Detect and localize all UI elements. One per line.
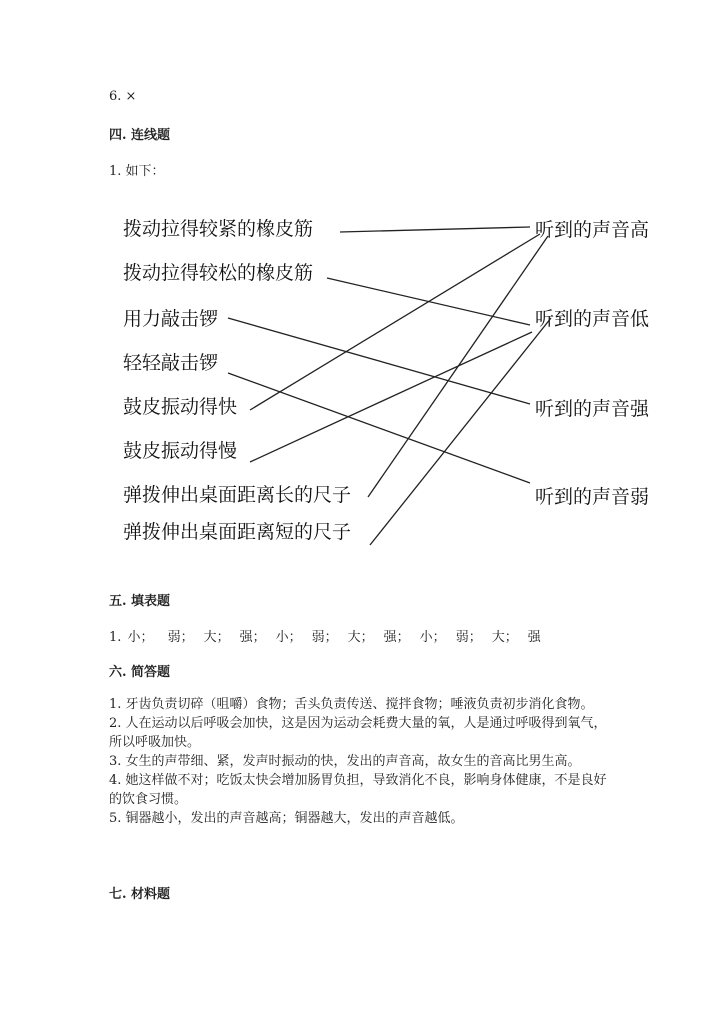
right-item: 听到的声音低	[535, 308, 650, 330]
section-4-q1: 1. 如下：	[109, 164, 165, 179]
left-item: 轻轻敲击锣	[123, 352, 219, 374]
section-6-answers	[109, 695, 609, 828]
connection-line	[340, 227, 530, 232]
section-4-title: 四. 连线题	[109, 128, 171, 143]
fill-answer: 小；	[127, 630, 154, 645]
fill-answer: 弱；	[455, 630, 482, 645]
right-item: 听到的声音弱	[535, 486, 650, 508]
fill-answer: 大；	[347, 630, 374, 645]
fill-answer: 大；	[203, 630, 230, 645]
answer-item: 5. 铜器越小，发出的声音越高；铜器越大，发出的声音越低。	[109, 811, 464, 826]
answer-item: 1. 牙齿负责切碎（咀嚼）食物；舌头负责传送、搅拌食物；唾液负责初步消化食物。	[109, 697, 594, 712]
section-6-title: 六. 简答题	[109, 665, 171, 680]
answer-item: 4. 她这样做不对；吃饭太快会增加肠胃负担，导致消化不良，影响身体健康，不是良好的饮食习惯。	[109, 773, 607, 807]
connection-line	[370, 318, 551, 545]
fill-answer: 强	[527, 630, 541, 645]
section-7-title: 七. 材料题	[109, 887, 171, 902]
fill-answer: 大；	[491, 630, 518, 645]
left-item: 拨动拉得较紧的橡皮筋	[123, 218, 314, 240]
left-item: 弹拨伸出桌面距离短的尺子	[123, 521, 352, 543]
fill-answer: 强；	[239, 630, 266, 645]
right-item: 听到的声音强	[535, 398, 650, 420]
fill-answer: 弱；	[311, 630, 338, 645]
section-5-answers	[109, 626, 541, 645]
left-item: 用力敲击锣	[123, 308, 219, 330]
answer-item: 2. 人在运动以后呼吸会加快，这是因为运动会耗费大量的氧，人是通过呼吸得到氧气，所以呼吸加快。	[109, 716, 607, 750]
left-item: 拨动拉得较松的橡皮筋	[123, 262, 314, 284]
fill-answer-list	[126, 626, 541, 645]
left-item: 鼓皮振动得慢	[123, 440, 238, 462]
fill-answer: 弱；	[167, 630, 194, 645]
connection-line	[250, 234, 540, 410]
connection-line	[368, 236, 548, 497]
left-item: 鼓皮振动得快	[123, 396, 238, 418]
answer-item: 3. 女生的声带细、紧，发声时振动的快，发出的声音高，故女生的音高比男生高。	[109, 754, 581, 769]
fill-answer: 强；	[383, 630, 410, 645]
fill-answer: 小；	[419, 630, 446, 645]
answer-6: 6. ×	[109, 89, 137, 104]
fill-answer: 小；	[275, 630, 302, 645]
section-5-prefix: 1.	[109, 630, 122, 645]
right-item: 听到的声音高	[535, 219, 650, 241]
section-5-title: 五. 填表题	[109, 594, 171, 609]
left-item: 弹拨伸出桌面距离长的尺子	[123, 484, 352, 506]
connection-line	[228, 318, 530, 404]
connection-line	[228, 373, 530, 483]
